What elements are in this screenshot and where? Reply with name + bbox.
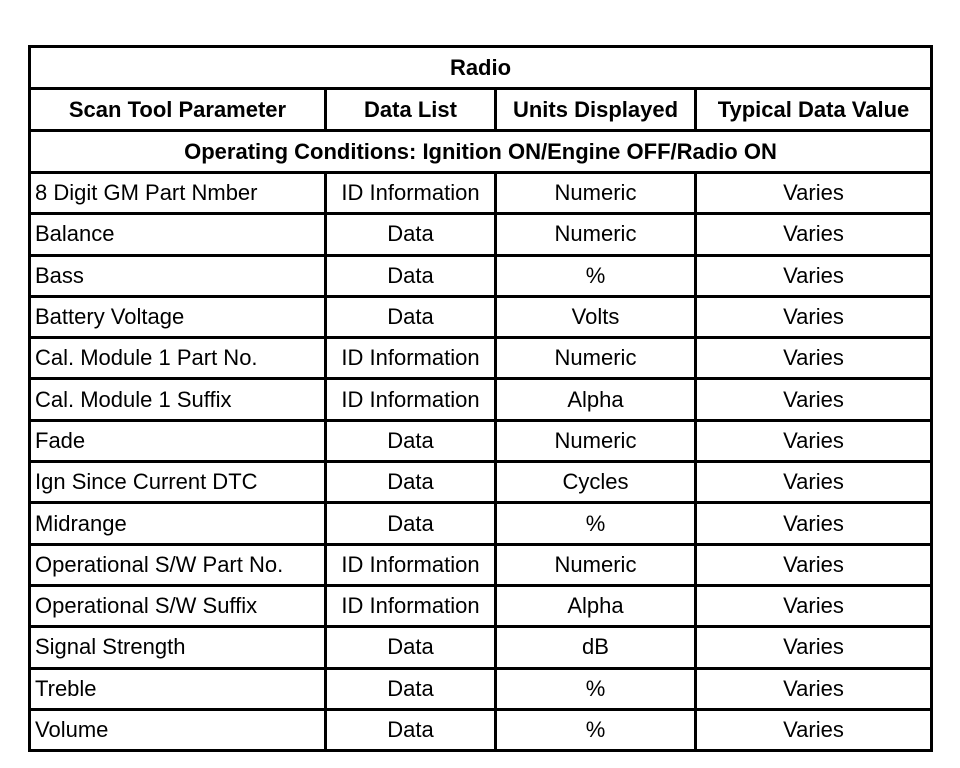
cell-units: Cycles — [496, 462, 696, 503]
column-header-units: Units Displayed — [496, 89, 696, 131]
cell-parameter: Battery Voltage — [30, 296, 326, 337]
cell-parameter: Midrange — [30, 503, 326, 544]
table-row — [30, 255, 932, 296]
cell-units: Numeric — [496, 420, 696, 461]
table-row — [30, 296, 932, 337]
table-title-row — [30, 47, 932, 89]
cell-parameter: Operational S/W Suffix — [30, 585, 326, 626]
cell-typical-value: Varies — [696, 214, 932, 255]
table-row — [30, 420, 932, 461]
cell-typical-value: Varies — [696, 379, 932, 420]
cell-data-list: ID Information — [326, 585, 496, 626]
table-body — [30, 173, 932, 751]
table-row — [30, 668, 932, 709]
cell-typical-value: Varies — [696, 296, 932, 337]
radio-parameter-table — [28, 45, 933, 752]
cell-typical-value: Varies — [696, 544, 932, 585]
table-row — [30, 338, 932, 379]
cell-units: dB — [496, 627, 696, 668]
table-row — [30, 709, 932, 750]
cell-data-list: Data — [326, 627, 496, 668]
column-header-row — [30, 89, 932, 131]
cell-parameter: Fade — [30, 420, 326, 461]
cell-parameter: 8 Digit GM Part Nmber — [30, 173, 326, 214]
operating-conditions: Operating Conditions: Ignition ON/Engine OFF/Radio ON — [30, 131, 932, 173]
table-row — [30, 214, 932, 255]
cell-parameter: Treble — [30, 668, 326, 709]
cell-parameter: Balance — [30, 214, 326, 255]
table-row — [30, 379, 932, 420]
cell-typical-value: Varies — [696, 255, 932, 296]
table-row — [30, 173, 932, 214]
table-title: Radio — [30, 47, 932, 89]
cell-parameter: Ign Since Current DTC — [30, 462, 326, 503]
cell-parameter: Operational S/W Part No. — [30, 544, 326, 585]
cell-units: Numeric — [496, 214, 696, 255]
operating-conditions-row — [30, 131, 932, 173]
column-header-typical-value: Typical Data Value — [696, 89, 932, 131]
cell-parameter: Cal. Module 1 Part No. — [30, 338, 326, 379]
cell-parameter: Volume — [30, 709, 326, 750]
cell-units: Numeric — [496, 173, 696, 214]
cell-units: % — [496, 255, 696, 296]
cell-data-list: Data — [326, 709, 496, 750]
cell-units: Numeric — [496, 338, 696, 379]
table-row — [30, 544, 932, 585]
cell-typical-value: Varies — [696, 585, 932, 626]
cell-data-list: Data — [326, 668, 496, 709]
cell-units: Volts — [496, 296, 696, 337]
cell-data-list: Data — [326, 462, 496, 503]
cell-typical-value: Varies — [696, 668, 932, 709]
cell-parameter: Bass — [30, 255, 326, 296]
cell-data-list: Data — [326, 296, 496, 337]
cell-parameter: Signal Strength — [30, 627, 326, 668]
column-header-data-list: Data List — [326, 89, 496, 131]
cell-typical-value: Varies — [696, 420, 932, 461]
cell-units: % — [496, 709, 696, 750]
cell-units: Numeric — [496, 544, 696, 585]
cell-typical-value: Varies — [696, 709, 932, 750]
cell-typical-value: Varies — [696, 173, 932, 214]
cell-typical-value: Varies — [696, 503, 932, 544]
cell-data-list: ID Information — [326, 173, 496, 214]
cell-typical-value: Varies — [696, 627, 932, 668]
cell-data-list: ID Information — [326, 379, 496, 420]
table-row — [30, 462, 932, 503]
cell-data-list: Data — [326, 214, 496, 255]
column-header-parameter: Scan Tool Parameter — [30, 89, 326, 131]
cell-data-list: Data — [326, 420, 496, 461]
cell-units: Alpha — [496, 379, 696, 420]
table-row — [30, 585, 932, 626]
cell-data-list: Data — [326, 503, 496, 544]
cell-units: % — [496, 668, 696, 709]
cell-data-list: ID Information — [326, 338, 496, 379]
cell-data-list: ID Information — [326, 544, 496, 585]
table-row — [30, 503, 932, 544]
cell-parameter: Cal. Module 1 Suffix — [30, 379, 326, 420]
cell-typical-value: Varies — [696, 462, 932, 503]
cell-units: % — [496, 503, 696, 544]
cell-data-list: Data — [326, 255, 496, 296]
cell-typical-value: Varies — [696, 338, 932, 379]
table-row — [30, 627, 932, 668]
cell-units: Alpha — [496, 585, 696, 626]
